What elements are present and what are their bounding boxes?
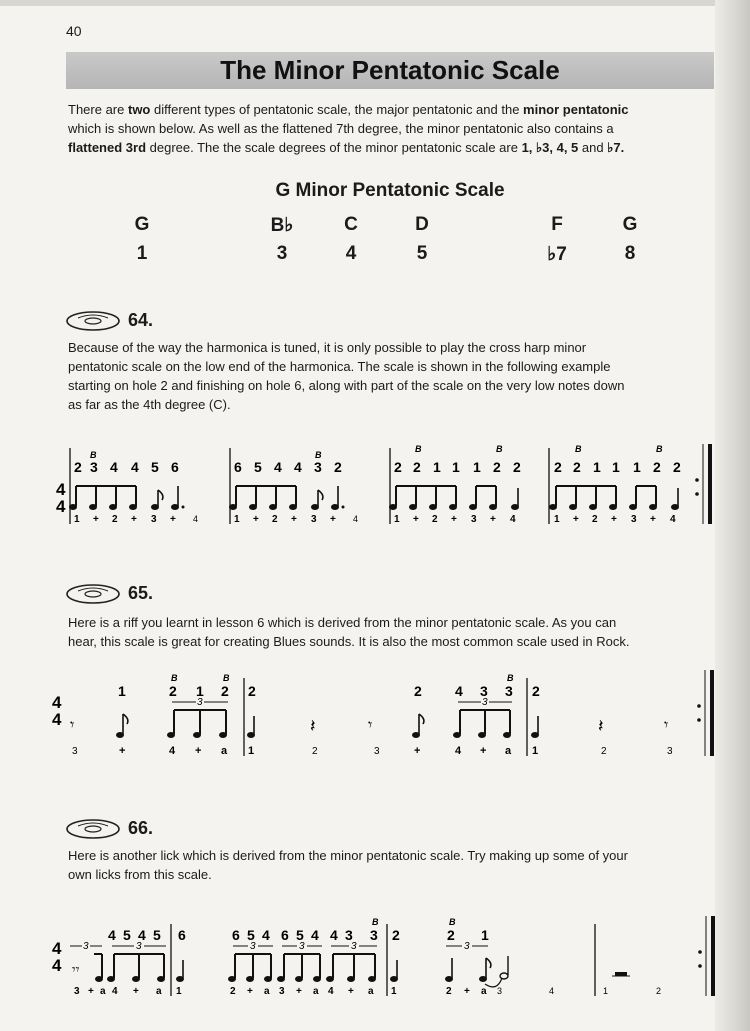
time-signature: 4	[52, 710, 62, 729]
hole-number: 2	[394, 459, 402, 475]
hole-number: 2	[673, 459, 681, 475]
triplet-beam	[333, 954, 375, 978]
eighth-note	[486, 958, 491, 978]
count: 1	[176, 986, 182, 997]
hole-number: 2	[221, 683, 229, 699]
hole-number: 4	[138, 927, 146, 943]
page-top-edge	[0, 0, 750, 6]
half-rest	[615, 972, 627, 976]
note-head	[409, 504, 417, 510]
count: a	[505, 745, 512, 757]
count: +	[195, 745, 202, 757]
triplet-beam	[460, 710, 510, 734]
note-head	[171, 504, 179, 510]
repeat-dot	[695, 478, 699, 482]
triplet-mark: 3	[250, 941, 256, 952]
hole-number: 3	[90, 459, 98, 475]
note-head	[95, 976, 103, 982]
note-head	[347, 976, 355, 982]
scale-note: D	[415, 214, 429, 235]
hole-number: 4	[131, 459, 139, 475]
count: 2	[312, 746, 318, 757]
count: +	[480, 745, 487, 757]
scale-degree: 3	[276, 243, 288, 264]
hole-number: 2	[532, 683, 540, 699]
eighth-note	[158, 490, 163, 506]
count: 1	[234, 514, 240, 525]
hole-number: 5	[296, 927, 304, 943]
scale-degree: 1	[136, 243, 148, 264]
bend-mark: B	[507, 673, 514, 683]
count: 2	[601, 746, 607, 757]
beamed-eighth-notes	[636, 486, 656, 506]
quarter-rest: 𝄽	[598, 716, 604, 736]
example-66-text	[68, 846, 716, 884]
hole-number: 4	[455, 683, 463, 699]
count: 3	[631, 514, 637, 525]
note-head	[609, 504, 617, 510]
count: +	[414, 745, 421, 757]
intro-bold-minor-pentatonic: minor pentatonic	[523, 102, 629, 117]
hole-number: 2	[653, 459, 661, 475]
count: 1	[532, 745, 539, 757]
note-head	[229, 504, 237, 510]
bend-mark: B	[656, 444, 663, 454]
count: 2	[272, 514, 278, 525]
bend-mark: B	[449, 917, 456, 927]
count: 3	[151, 514, 157, 525]
note-head	[629, 504, 637, 510]
count: 1	[74, 514, 80, 525]
note-head	[132, 976, 140, 982]
example-text-line: pentatonic scale on the low end of the harmonica. The scale is shown in the following example	[68, 359, 611, 374]
hole-number: 6	[234, 459, 242, 475]
hole-number: 5	[247, 927, 255, 943]
intro-bold-degrees: 1, ♭3, 4, 5	[521, 140, 579, 155]
hole-number: 1	[473, 459, 481, 475]
time-signature: 4	[56, 480, 66, 499]
note-head	[69, 504, 77, 510]
hole-number: 2	[554, 459, 562, 475]
hole-number: 2	[413, 459, 421, 475]
hole-number: 5	[153, 927, 161, 943]
count: +	[330, 514, 336, 525]
example-65-text	[68, 613, 716, 651]
count: +	[133, 986, 139, 997]
count: 4	[353, 514, 359, 524]
example-text-line: hear, this scale is great for creating Blues sounds. It is also the most common scale used in Rock.	[68, 634, 630, 649]
triplet-mark: 3	[351, 941, 357, 952]
hole-number: 4	[330, 927, 338, 943]
note-head	[478, 732, 486, 738]
triplet-mark: 3	[482, 697, 488, 708]
note-head	[331, 504, 339, 510]
dot	[182, 506, 185, 509]
count: 4	[169, 745, 176, 757]
eighth-rest: 𝄾	[664, 717, 669, 734]
intro-text: different types of pentatonic scale, the major pentatonic and the	[150, 102, 524, 117]
hole-number: 1	[612, 459, 620, 475]
beam	[94, 954, 102, 978]
hole-number: 2	[414, 683, 422, 699]
scale-degree: 5	[416, 243, 428, 264]
triplet-beam	[114, 954, 164, 978]
note-head	[264, 976, 272, 982]
time-signature: 4	[56, 497, 66, 516]
count: a	[313, 986, 319, 997]
note-head	[511, 504, 519, 510]
count: 3	[311, 514, 317, 525]
beamed-eighth-notes	[236, 486, 296, 506]
hole-number: 2	[447, 927, 455, 943]
scale-title: G Minor Pentatonic Scale	[275, 180, 505, 201]
time-signature: 4	[52, 939, 62, 958]
count: 2	[230, 986, 236, 997]
note-head	[116, 732, 124, 738]
example-64-text	[68, 338, 716, 414]
count: a	[368, 986, 374, 997]
count: +	[451, 514, 457, 525]
count: 2	[592, 514, 598, 525]
time-signature: 4	[52, 693, 62, 712]
count: 4	[112, 986, 118, 997]
triplet-mark: 3	[299, 941, 305, 952]
example-text-line: own licks from this scale.	[68, 867, 212, 882]
note-head	[479, 976, 487, 982]
count: +	[650, 514, 656, 525]
repeat-dot	[698, 964, 702, 968]
beamed-eighth-notes	[76, 486, 136, 506]
hole-number: 6	[281, 927, 289, 943]
note-head	[167, 732, 175, 738]
note-head	[295, 976, 303, 982]
count: 4	[328, 986, 334, 997]
triplet-beam	[174, 710, 226, 734]
example-number: 65.	[128, 583, 154, 603]
note-head	[449, 504, 457, 510]
note-head	[247, 732, 255, 738]
count: 4	[670, 514, 676, 525]
note-head	[489, 504, 497, 510]
hole-number: 4	[262, 927, 270, 943]
example-64-notation	[52, 440, 720, 530]
intro-paragraph	[68, 100, 716, 157]
count: +	[348, 986, 354, 997]
triplet-mark: 3	[83, 941, 89, 952]
count: a	[264, 986, 270, 997]
note-head	[453, 732, 461, 738]
note-head	[469, 504, 477, 510]
hole-number: 2	[392, 927, 400, 943]
example-text-line: Here is a riff you learnt in lesson 6 which is derived from the minor pentatonic scale. As you can	[68, 615, 617, 630]
count: 2	[656, 986, 662, 996]
note-head	[569, 504, 577, 510]
note-head	[109, 504, 117, 510]
scale-note: C	[344, 214, 358, 235]
count: +	[490, 514, 496, 525]
eighth-rest: 𝄾	[70, 717, 75, 734]
count: a	[100, 986, 106, 997]
note-head	[89, 504, 97, 510]
scale-note: B♭	[270, 215, 294, 236]
count: 1	[391, 986, 397, 997]
note-head	[589, 504, 597, 510]
hole-number: 4	[294, 459, 302, 475]
note-head	[249, 504, 257, 510]
eighth-note	[419, 714, 424, 734]
count: +	[247, 986, 253, 997]
scale-degree: ♭7	[547, 244, 567, 265]
repeat-dot	[698, 950, 702, 954]
page-right-edge	[715, 0, 750, 1031]
count: +	[611, 514, 617, 525]
cd-icon	[64, 583, 122, 605]
count: +	[131, 514, 137, 525]
count: +	[119, 745, 126, 757]
intro-text: There are	[68, 102, 128, 117]
count: 3	[667, 746, 673, 757]
note-head	[193, 732, 201, 738]
example-65-notation	[52, 668, 720, 763]
intro-bold-flattened-3rd: flattened 3rd	[68, 140, 147, 155]
note-head	[151, 504, 159, 510]
hole-number: 2	[493, 459, 501, 475]
hole-number: 2	[573, 459, 581, 475]
repeat-dot	[697, 718, 701, 722]
hole-number: 5	[123, 927, 131, 943]
count: 2	[112, 514, 118, 525]
hole-number: 3	[480, 683, 488, 699]
count: +	[170, 514, 176, 525]
hole-number: 1	[481, 927, 489, 943]
count: 4	[455, 745, 462, 757]
intro-line-2: which is shown below. As well as the flattened 7th degree, the minor pentatonic also contains a	[68, 121, 614, 136]
repeat-dot	[695, 492, 699, 496]
hole-number: 4	[110, 459, 118, 475]
beamed-eighth-notes	[396, 486, 456, 506]
scale-degree: 4	[345, 243, 357, 264]
note-head	[389, 504, 397, 510]
hole-number: 1	[196, 683, 204, 699]
count: +	[253, 514, 259, 525]
beamed-eighth-notes	[556, 486, 616, 506]
scale-note: G	[622, 214, 638, 235]
count: +	[291, 514, 297, 525]
count: a	[156, 986, 162, 997]
count: 3	[72, 746, 78, 757]
hole-number: 2	[513, 459, 521, 475]
bend-mark: B	[372, 917, 379, 927]
note-head	[390, 976, 398, 982]
half-note-head	[500, 973, 508, 979]
example-number: 64.	[128, 310, 154, 330]
note-head	[649, 504, 657, 510]
note-head	[313, 976, 321, 982]
bend-mark: B	[90, 450, 97, 460]
count: 3	[279, 986, 285, 997]
count: 4	[549, 986, 555, 996]
hole-number: 6	[178, 927, 186, 943]
eighth-note	[318, 490, 323, 506]
bend-mark: B	[171, 673, 178, 683]
count: 3	[374, 746, 380, 757]
count: 3	[497, 986, 503, 996]
note-head	[671, 504, 679, 510]
hole-number: 4	[274, 459, 282, 475]
quarter-rest: 𝄽	[310, 716, 316, 736]
note-head	[176, 976, 184, 982]
hole-number: 2	[334, 459, 342, 475]
count: +	[464, 986, 470, 997]
time-signature: 4	[52, 956, 62, 975]
note-head	[445, 976, 453, 982]
note-head	[326, 976, 334, 982]
count: 3	[74, 986, 80, 997]
count: 4	[510, 514, 516, 525]
triplet-beam	[284, 954, 320, 978]
count: +	[88, 986, 94, 997]
dot	[342, 506, 345, 509]
triplet-mark: 3	[464, 941, 470, 952]
note-head	[129, 504, 137, 510]
hole-number: 3	[370, 927, 378, 943]
beamed-eighth-notes	[476, 486, 496, 506]
count: +	[573, 514, 579, 525]
hole-number: 6	[232, 927, 240, 943]
intro-text: degree. The the scale degrees of the minor pentatonic scale are	[146, 140, 522, 155]
count: 3	[471, 514, 477, 525]
hole-number: 5	[151, 459, 159, 475]
example-number: 66.	[128, 818, 154, 838]
note-head	[246, 976, 254, 982]
example-text-line: as far as the 4th degree (C).	[68, 397, 231, 412]
count: +	[413, 514, 419, 525]
note-head	[503, 732, 511, 738]
bend-mark: B	[415, 444, 422, 454]
page-title: The Minor Pentatonic Scale	[220, 55, 560, 85]
note-head	[277, 976, 285, 982]
hole-number: 3	[345, 927, 353, 943]
hole-number: 1	[593, 459, 601, 475]
count: 1	[554, 514, 560, 525]
count: 2	[432, 514, 438, 525]
note-head	[157, 976, 165, 982]
note-head	[289, 504, 297, 510]
note-head	[228, 976, 236, 982]
hole-number: 4	[108, 927, 116, 943]
note-head	[269, 504, 277, 510]
count: +	[296, 986, 302, 997]
count: 1	[603, 986, 609, 996]
hole-number: 2	[248, 683, 256, 699]
count: a	[481, 986, 487, 997]
count: 1	[394, 514, 400, 525]
eighth-note	[123, 714, 128, 734]
hole-number: 1	[433, 459, 441, 475]
example-text-line: starting on hole 2 and finishing on hole 6, along with part of the scale on the very low notes down	[68, 378, 625, 393]
hole-number: 6	[171, 459, 179, 475]
note-head	[531, 732, 539, 738]
intro-bold-two: two	[127, 102, 151, 117]
count: 2	[446, 986, 452, 997]
hole-number: 5	[254, 459, 262, 475]
page-number: 40	[66, 23, 82, 39]
note-head	[429, 504, 437, 510]
triplet-beam	[235, 954, 271, 978]
bend-mark: B	[496, 444, 503, 454]
hole-number: 1	[633, 459, 641, 475]
eighth-rest: 𝄾	[368, 717, 373, 734]
bend-mark: B	[223, 673, 230, 683]
scale-degree: 8	[624, 243, 636, 264]
repeat-dot	[697, 704, 701, 708]
note-head	[412, 732, 420, 738]
hole-number: 3	[505, 683, 513, 699]
count: +	[93, 514, 99, 525]
note-head	[219, 732, 227, 738]
hole-number: 2	[169, 683, 177, 699]
triplet-mark: 3	[197, 697, 203, 708]
example-66-notation	[52, 912, 720, 1002]
cd-icon	[64, 818, 122, 840]
hole-number: 4	[311, 927, 319, 943]
triplet-mark: 3	[136, 941, 142, 952]
bend-mark: B	[575, 444, 582, 454]
count: a	[221, 745, 228, 757]
example-text-line: Here is another lick which is derived from the minor pentatonic scale. Try making up some of your	[68, 848, 628, 863]
intro-bold-flat-7: ♭7.	[607, 140, 625, 155]
cd-icon	[64, 310, 122, 332]
hole-number: 1	[118, 683, 126, 699]
note-head	[107, 976, 115, 982]
example-text-line: Because of the way the harmonica is tuned, it is only possible to play the cross harp minor	[68, 340, 587, 355]
hole-number: 2	[74, 459, 82, 475]
intro-text: and	[578, 140, 608, 155]
scale-note: F	[551, 214, 563, 235]
bend-mark: B	[315, 450, 322, 460]
hole-number: 3	[314, 459, 322, 475]
note-head	[311, 504, 319, 510]
note-head	[549, 504, 557, 510]
eighth-rest: 𝄾𝄾	[72, 961, 80, 977]
note-head	[368, 976, 376, 982]
hole-number: 1	[452, 459, 460, 475]
count: 4	[193, 514, 199, 524]
scale-note: G	[134, 214, 150, 235]
count: 1	[248, 745, 255, 757]
